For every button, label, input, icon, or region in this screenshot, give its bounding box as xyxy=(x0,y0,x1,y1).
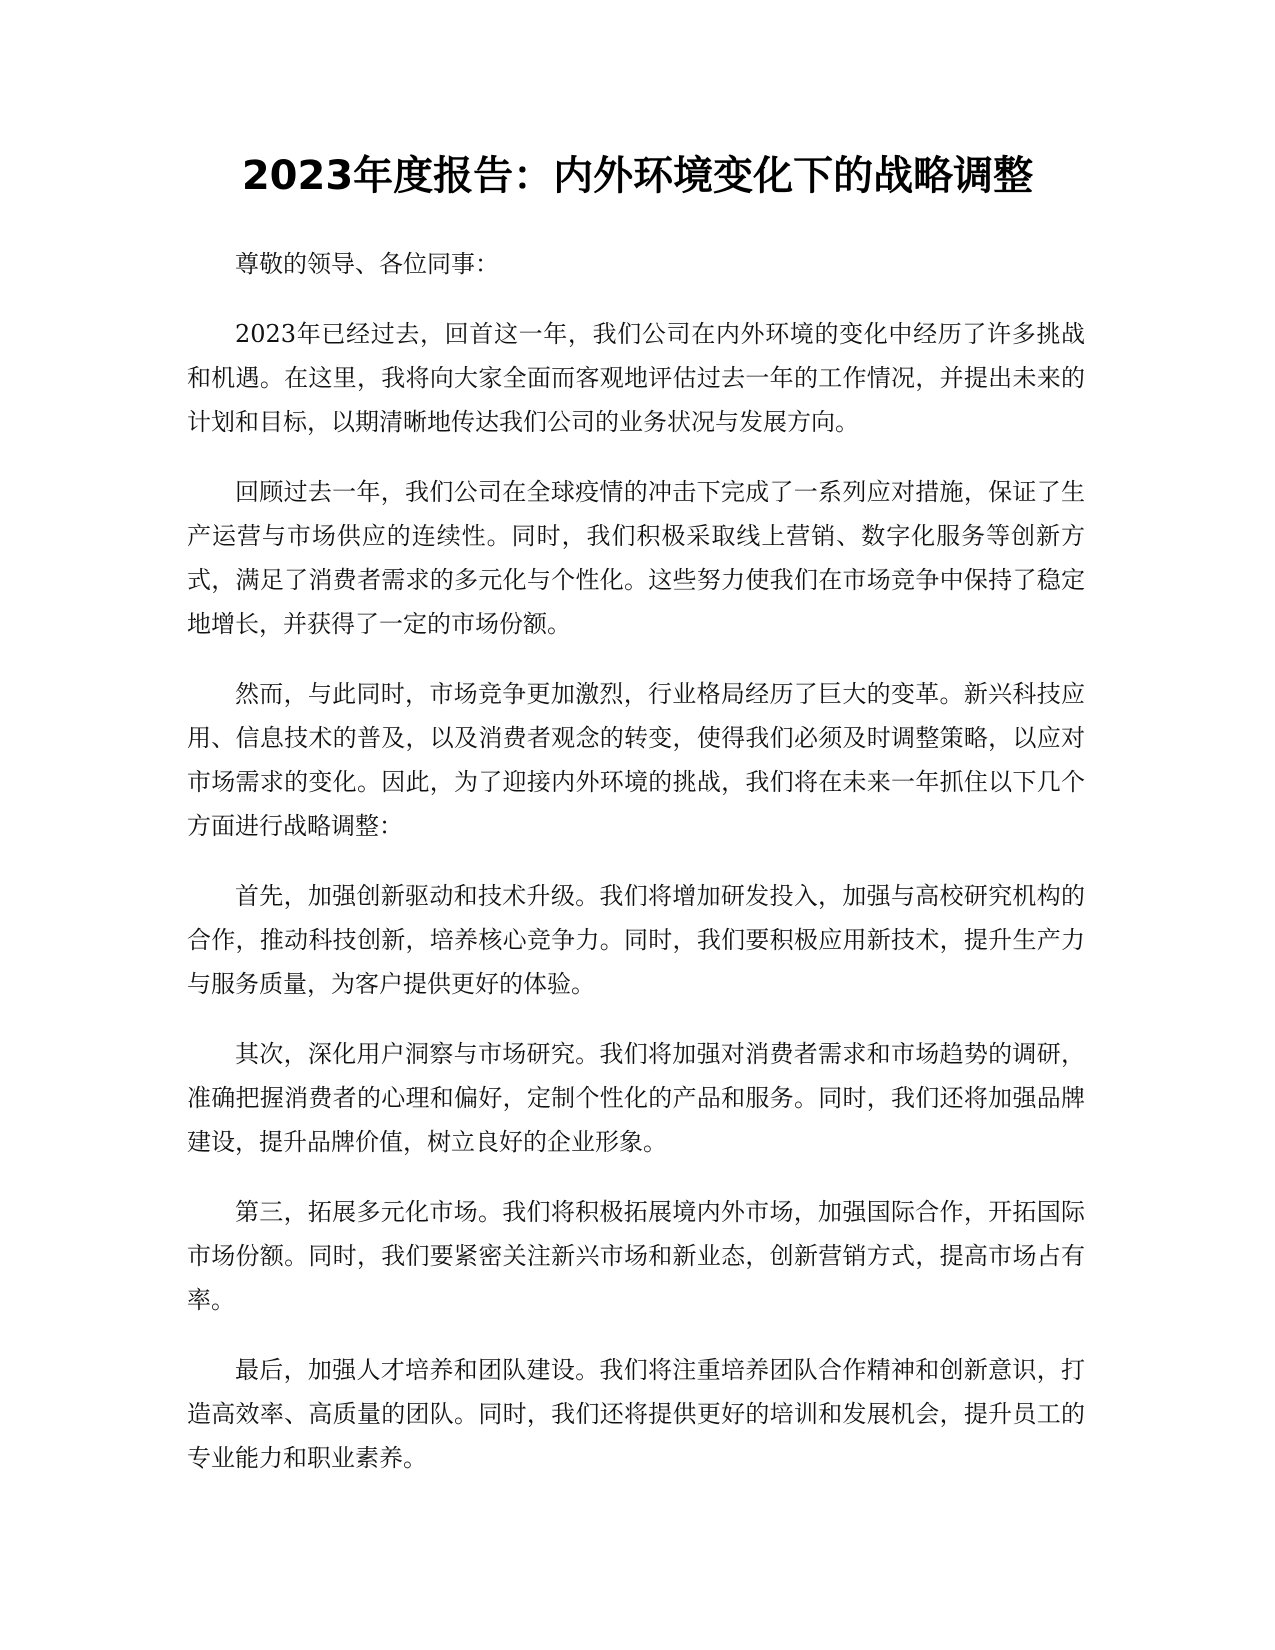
document-body xyxy=(187,242,1085,1506)
intro-paragraph: 2023年已经过去，回首这一年，我们公司在内外环境的变化中经历了许多挑战和机遇。在这里，我将向大家全面而客观地评估过去一年的工作情况，并提出未来的计划和目标，以期清晰地传达我们公司的业务状况与发展方向。 xyxy=(187,320,1085,436)
strategy-innovation-paragraph: 首先，加强创新驱动和技术升级。我们将增加研发投入，加强与高校研究机构的合作，推动科技创新，培养核心竞争力。同时，我们要积极应用新技术，提升生产力与服务质量，为客户提供更好的体验。 xyxy=(187,882,1085,998)
strategy-market-paragraph: 第三，拓展多元化市场。我们将积极拓展境内外市场，加强国际合作，开拓国际市场份额。同时，我们要紧密关注新兴市场和新业态，创新营销方式，提高市场占有率。 xyxy=(187,1198,1085,1314)
document-title: 2023年度报告：内外环境变化下的战略调整 xyxy=(241,153,1034,199)
strategy-insight-paragraph: 其次，深化用户洞察与市场研究。我们将加强对消费者需求和市场趋势的调研，准确把握消费者的心理和偏好，定制个性化的产品和服务。同时，我们还将加强品牌建设，提升品牌价值，树立良好的企业形象。 xyxy=(187,1040,1085,1156)
challenge-paragraph: 然而，与此同时，市场竞争更加激烈，行业格局经历了巨大的变革。新兴科技应用、信息技术的普及，以及消费者观念的转变，使得我们必须及时调整策略，以应对市场需求的变化。因此，为了迎接内外环境的挑战，我们将在未来一年抓住以下几个方面进行战略调整： xyxy=(187,680,1085,840)
strategy-talent-paragraph: 最后，加强人才培养和团队建设。我们将注重培养团队合作精神和创新意识，打造高效率、高质量的团队。同时，我们还将提供更好的培训和发展机会，提升员工的专业能力和职业素养。 xyxy=(187,1356,1085,1472)
salutation-paragraph: 尊敬的领导、各位同事： xyxy=(235,250,499,278)
review-paragraph: 回顾过去一年，我们公司在全球疫情的冲击下完成了一系列应对措施，保证了生产运营与市场供应的连续性。同时，我们积极采取线上营销、数字化服务等创新方式，满足了消费者需求的多元化与个性化。这些努力使我们在市场竞争中保持了稳定地增长，并获得了一定的市场份额。 xyxy=(187,478,1085,638)
